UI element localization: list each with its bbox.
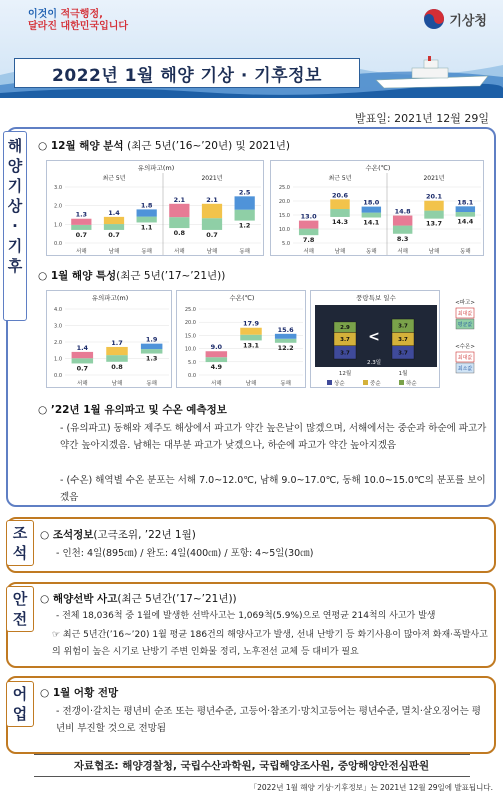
side-char: ·	[12, 217, 18, 235]
bar-low	[330, 209, 349, 217]
data-label-high: 18.0	[363, 198, 380, 207]
bar-high	[137, 209, 157, 216]
bar-high	[456, 206, 475, 212]
side-char: 후	[7, 257, 23, 275]
bar-low	[137, 217, 157, 223]
compare-symbol: <	[368, 329, 380, 345]
legend-title: <수온>	[455, 344, 475, 350]
bar-low	[202, 218, 222, 230]
y-tick-label: 10.0	[278, 227, 290, 233]
y-tick-label: 25.0	[278, 185, 290, 191]
bar-high	[141, 344, 162, 349]
x-tick-label: 동해	[239, 249, 250, 255]
y-tick-label: 15.0	[184, 333, 196, 340]
legend-label: 하순	[406, 381, 417, 387]
y-tick-label: 25.0	[184, 307, 196, 313]
legend-swatch	[363, 380, 368, 385]
x-tick-label: 동해	[146, 381, 157, 387]
slogan	[28, 9, 128, 33]
side-label-fishery	[6, 681, 34, 727]
data-label-high: 9.0	[210, 343, 223, 352]
slogan-red-text: 적극행정,	[60, 9, 103, 20]
chart-panel-temp-jan	[176, 290, 306, 388]
header-banner	[0, 0, 503, 98]
safety-line2: ☞ 최근 5년간(’16~’20) 1월 평균 186건의 해양사고가 발생, 선내 난방기 등 화기사용이 많아져 화재·폭발사고의 위험이 높은 시기로 난방기 주변 인화물 정리, 노후전선 교체 등 대비가 필요	[52, 630, 488, 657]
y-tick-label: 5.0	[188, 359, 196, 366]
data-label-high: 14.8	[394, 207, 411, 216]
data-label-high: 1.9	[145, 335, 158, 344]
footer-note: 「2022년 1월 해양 기상·기후정보」는 2021년 12월 29일에 발표됩니다.	[249, 783, 493, 792]
bar-low	[424, 211, 443, 219]
data-label-low: 13.7	[425, 219, 443, 228]
data-label-high: 1.7	[111, 338, 123, 347]
chart-wave-dec	[47, 161, 265, 257]
data-label-low: 4.9	[210, 363, 223, 372]
y-tick-label: 20.0	[278, 199, 290, 205]
chart-wave-jan	[47, 291, 173, 389]
y-tick-label: 3.0	[54, 185, 62, 191]
data-label-low: 14.1	[363, 218, 380, 227]
data-label-high: 2.1	[173, 195, 186, 204]
data-label-high: 20.6	[331, 191, 349, 200]
stack-label: 3.7	[398, 350, 408, 357]
data-label-high: 17.9	[242, 319, 260, 328]
chart-title: 풍랑특보 일수	[356, 294, 396, 302]
x-tick-label: 12월	[338, 371, 352, 377]
side-char: 상	[7, 197, 23, 215]
data-label-low: 0.7	[76, 364, 89, 373]
data-label-low: 0.7	[206, 230, 218, 239]
data-label-high: 15.6	[277, 325, 294, 334]
chart-panel-warning-days	[310, 290, 440, 388]
bar-high	[106, 347, 127, 355]
para-wave-forecast: - (유의파고) 동해와 제주도 해상에서 파고가 약간 높은날이 많겠으며, 서해에서는 중순과 하순에 파고가 약간 높아지겠음. 남해는 대부분 파고가 낮겠으나, 하순에 파고가 약간 높아지겠음	[60, 423, 487, 451]
chart-title: 수온(℃)	[365, 164, 391, 172]
publish-date: 발표일: 2021년 12월 29일	[355, 112, 489, 125]
y-tick-label: 0.0	[54, 241, 62, 247]
data-label-high: 1.8	[140, 201, 153, 210]
side-char: 양	[7, 157, 23, 175]
slogan-line2: 달라진 대한민국입니다	[28, 21, 129, 32]
data-label-low: 14.4	[457, 217, 474, 226]
bar-low	[169, 217, 189, 228]
data-label-high: 2.5	[238, 188, 251, 197]
legend-high-label: 최대값	[457, 311, 473, 317]
para-temp-forecast: - (수온) 해역별 수온 분포는 서해 7.0~12.0℃, 남해 9.0~17.0℃, 동해 10.0~15.0℃의 분포를 보이겠음	[60, 475, 486, 503]
legend-swatch	[327, 380, 332, 385]
footer-rule-top	[34, 754, 470, 755]
stack-label: 3.7	[340, 337, 350, 344]
data-label-high: 2.1	[206, 195, 218, 204]
data-label-low: 1.2	[238, 221, 251, 230]
x-tick-label: 서해	[174, 249, 185, 255]
y-tick-label: 20.0	[184, 320, 196, 327]
data-label-low: 1.1	[140, 223, 153, 232]
bar-low	[104, 224, 124, 230]
y-tick-label: 15.0	[278, 213, 290, 219]
y-tick-label: 1.0	[54, 356, 62, 363]
chart-warning-days	[311, 291, 441, 389]
chart-panel-wave-jan	[46, 290, 172, 388]
side-char: 석	[12, 544, 28, 562]
agency-name: 기상청	[449, 13, 487, 29]
bar-high	[299, 221, 318, 229]
y-tick-label: 5.0	[282, 241, 290, 247]
legend-high-label: 최대값	[457, 355, 473, 361]
data-label-high: 18.1	[457, 198, 474, 207]
x-tick-label: 서해	[303, 249, 314, 255]
bar-low	[71, 225, 91, 230]
data-label-low: 7.8	[302, 236, 315, 245]
x-tick-label: 서해	[211, 381, 222, 387]
heading-forecast: ○ ’22년 1월 유의파고 및 수온 예측정보	[38, 404, 227, 416]
data-label-low: 0.8	[111, 362, 123, 371]
bar-high	[206, 351, 227, 357]
data-label-high: 20.1	[425, 192, 443, 201]
data-label-high: 1.4	[108, 208, 120, 217]
legend-swatch	[399, 380, 404, 385]
x-tick-label: 남해	[111, 381, 123, 387]
series-label: 최근 5년	[102, 175, 126, 182]
data-label-high: 1.3	[75, 210, 88, 219]
bar-low	[299, 229, 318, 236]
footer-cooperation: 자료협조: 해양경찰청, 국립수산과학원, 국립해양조사원, 중앙해양안전심판원	[73, 760, 430, 772]
bar-high	[169, 204, 189, 217]
heading-dec-analysis: ○ 12월 해양 분석 (최근 5년(’16~’20년) 및 2021년)	[38, 140, 290, 152]
x-tick-label: 서해	[76, 249, 87, 255]
page-title: 2022년 1월 해양 기상 · 기후정보	[14, 58, 360, 88]
bar-low	[456, 212, 475, 217]
bar-low	[106, 355, 127, 362]
x-tick-label: 서해	[77, 381, 88, 387]
heading-fishery: ○ 1월 어황 전망	[40, 687, 119, 699]
bar-high	[71, 219, 91, 225]
legend-wave-temp	[444, 298, 486, 382]
stack-label: 3.7	[398, 323, 408, 330]
heading-tide: ○ 조석정보(고극조위, ’22년 1월)	[40, 529, 196, 541]
bar-high	[330, 199, 349, 209]
fishery-line: - 전갱이·갈치는 평년비 순조 또는 평년수준, 고등어·참조기·망치고등어는 평년수준, 멸치·살오징어는 평년비 부진할 것으로 전망됨	[56, 706, 481, 734]
bar-low	[362, 213, 381, 218]
side-label-marine	[3, 131, 27, 321]
bar-low	[275, 339, 296, 343]
x-tick-label: 남해	[206, 249, 218, 255]
y-tick-label: 2.0	[54, 340, 62, 346]
bar-high	[424, 201, 443, 211]
footer-rule-bottom	[34, 776, 470, 777]
side-label-tide	[6, 520, 34, 566]
y-tick-label: 0.0	[188, 373, 196, 379]
bar-low	[72, 358, 93, 363]
y-tick-label: 4.0	[54, 307, 62, 313]
data-label-low: 8.3	[396, 234, 409, 243]
chart-title: 수온(℃)	[229, 294, 255, 302]
chart-temp-jan	[177, 291, 307, 389]
stack-label: 3.7	[398, 337, 408, 344]
bar-high	[275, 334, 296, 339]
series-label: 2021년	[201, 175, 223, 182]
legend-label: 중순	[370, 381, 381, 387]
bar-high	[235, 196, 255, 209]
data-label-low: 0.8	[173, 229, 186, 238]
legend-low-label: 평균값	[457, 322, 473, 328]
y-tick-label: 10.0	[184, 346, 196, 353]
bar-low	[141, 349, 162, 353]
x-tick-label: 동해	[460, 249, 471, 255]
data-label-high: 1.4	[76, 343, 89, 352]
bar-high	[202, 204, 222, 218]
data-label-low: 1.3	[145, 354, 158, 363]
data-label-high: 13.0	[300, 212, 317, 221]
bar-low	[240, 335, 261, 341]
safety-line1: - 전체 18,036척 중 1월에 발생한 선박사고는 1,069척(5.9%)으로 연평균 214척의 사고가 발생	[56, 611, 436, 621]
x-tick-label: 1월	[398, 371, 408, 377]
y-tick-label: 2.0	[54, 203, 62, 210]
bar-high	[104, 217, 124, 224]
side-char: 업	[12, 705, 28, 723]
side-label-safety	[6, 586, 34, 632]
x-tick-label: 남해	[245, 381, 257, 387]
bar-high	[362, 207, 381, 213]
series-label: 2021년	[423, 175, 445, 182]
data-label-low: 14.3	[331, 217, 349, 226]
legend-label: 상순	[334, 381, 345, 387]
annotation: 2.3일	[366, 360, 382, 366]
kma-logo	[423, 8, 487, 30]
heading-jan-feature: ○ 1월 해양 특성(최근 5년(’17~’21년))	[38, 270, 226, 282]
stack-label: 2.9	[340, 325, 350, 332]
x-tick-label: 남해	[428, 249, 440, 255]
ship-icon	[372, 56, 492, 90]
heading-safety: ○ 해양선박 사고(최근 5년간(’17~’21년))	[40, 593, 237, 605]
chart-title: 유의파고(m)	[91, 294, 129, 302]
side-char: 안	[12, 590, 28, 608]
x-tick-label: 동해	[280, 381, 291, 387]
tide-line: - 인천: 4일(895㎝) / 완도: 4일(400㎝) / 포항: 4~5일(30㎝)	[56, 548, 314, 559]
taegeuk-icon	[423, 8, 445, 30]
x-tick-label: 동해	[366, 249, 377, 255]
side-char: 기	[7, 177, 23, 195]
data-label-low: 12.2	[277, 343, 294, 352]
x-tick-label: 남해	[108, 249, 120, 255]
bar-high	[72, 352, 93, 358]
data-label-low: 0.7	[75, 230, 88, 239]
legend-low-label: 최소값	[457, 366, 473, 372]
data-label-low: 0.7	[108, 230, 120, 239]
bar-low	[206, 357, 227, 362]
bar-low	[235, 210, 255, 221]
side-char: 기	[7, 237, 23, 255]
y-tick-label: 3.0	[54, 323, 62, 330]
bar-high	[240, 328, 261, 335]
chart-temp-dec	[271, 161, 485, 257]
y-tick-label: 1.0	[54, 222, 62, 229]
bar-high	[393, 216, 412, 226]
data-label-low: 13.1	[242, 341, 260, 350]
side-char: 어	[12, 685, 28, 703]
side-char: 전	[12, 610, 28, 628]
chart-title: 유의파고(m)	[137, 164, 175, 172]
legend-title: <파고>	[455, 300, 475, 306]
side-char: 해	[7, 137, 23, 155]
bar-low	[393, 226, 412, 234]
slogan-blue-text: 이것이	[28, 9, 61, 20]
series-label: 최근 5년	[328, 175, 352, 182]
y-tick-label: 0.0	[54, 373, 62, 379]
stack-label: 3.7	[340, 350, 350, 357]
x-tick-label: 남해	[334, 249, 346, 255]
side-char: 조	[12, 524, 28, 542]
x-tick-label: 동해	[141, 249, 152, 255]
x-tick-label: 서해	[397, 249, 408, 255]
chart-panel-temp-dec	[270, 160, 484, 256]
chart-panel-wave-dec	[46, 160, 264, 256]
